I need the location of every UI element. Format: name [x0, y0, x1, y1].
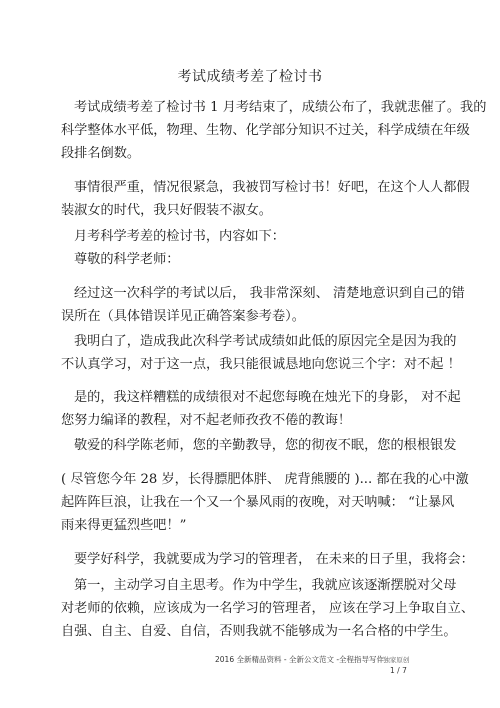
paragraph-line: 考试成绩考差了检讨书 1 月考结束了，成绩公布了，我就悲催了。我的	[74, 100, 487, 115]
paragraph-line: 起阵阵巨浪，让我在一个又一个暴风雨的夜晚，对天呐喊： “让暴风	[61, 495, 455, 510]
paragraph-line: 装淑女的时代，我只好假装不淑女。	[61, 203, 272, 218]
footer-text: 2016 全新精品资料 - 全新公文范文 -全程指导写作	[215, 655, 385, 664]
paragraph-line: 段排名倒数。	[61, 146, 141, 161]
paragraph-line: 是的，我这样糟糕的成绩很对不起您每晚在烛光下的身影， 对不起	[74, 390, 461, 405]
paragraph-line: 科学整体水平低，物理、生物、化学部分知识不过关，科学成绩在年级	[61, 123, 470, 138]
paragraph-line: 月考科学考差的检讨书，内容如下：	[74, 229, 285, 244]
paragraph-line: 雨来得更猛烈些吧！”	[61, 518, 187, 533]
paragraph-line: 自强、自主、自爱、自信，否则我就不能够成为一名合格的中学生。	[61, 624, 457, 639]
footer-sub: – 独家原创	[378, 656, 410, 664]
paragraph-line: 不认真学习，对于这一点，我只能很诚恳地向您说三个字：对不起 ！	[61, 357, 461, 372]
paragraph-line: 对老师的依赖，应该成为一名学习的管理者， 应该在学习上争取自立、	[61, 601, 475, 616]
paragraph-line: 误所在（具体错误详见正确答案参考卷）。	[61, 309, 305, 324]
paragraph-line: 我明白了，造成我此次科学考试成绩如此低的原因完全是因为我的	[74, 334, 457, 349]
paragraph-line: 事情很严重，情况很紧急，我被罚写检讨书！好吧，在这个人人都假	[74, 180, 470, 195]
paragraph-line: 经过这一次科学的考试以后， 我非常深刻、 清楚地意识到自己的错	[74, 286, 465, 301]
page-number: 1 / 7	[390, 666, 407, 675]
paragraph-line: 敬爱的科学陈老师，您的辛勤教导，您的彻夜不眠，您的根根银发	[74, 438, 457, 453]
document-title: 考试成绩考差了检讨书	[177, 69, 323, 85]
paragraph-line: 第一，主动学习自主思考。作为中学生，我就应该逐渐摆脱对父母	[74, 578, 457, 593]
paragraph-line: 尊敬的科学老师：	[74, 252, 180, 267]
paragraph-line: 要学好科学，我就要成为学习的管理者， 在未来的日子里，我将会：	[74, 552, 474, 567]
paragraph-line: ( 尽管您今年 28 岁，长得膘肥体胖、 虎背熊腰的 )... 都在我的心中激	[61, 472, 469, 487]
paragraph-line: 您努力编译的教程，对不起老师孜孜不倦的教诲！	[61, 413, 352, 428]
